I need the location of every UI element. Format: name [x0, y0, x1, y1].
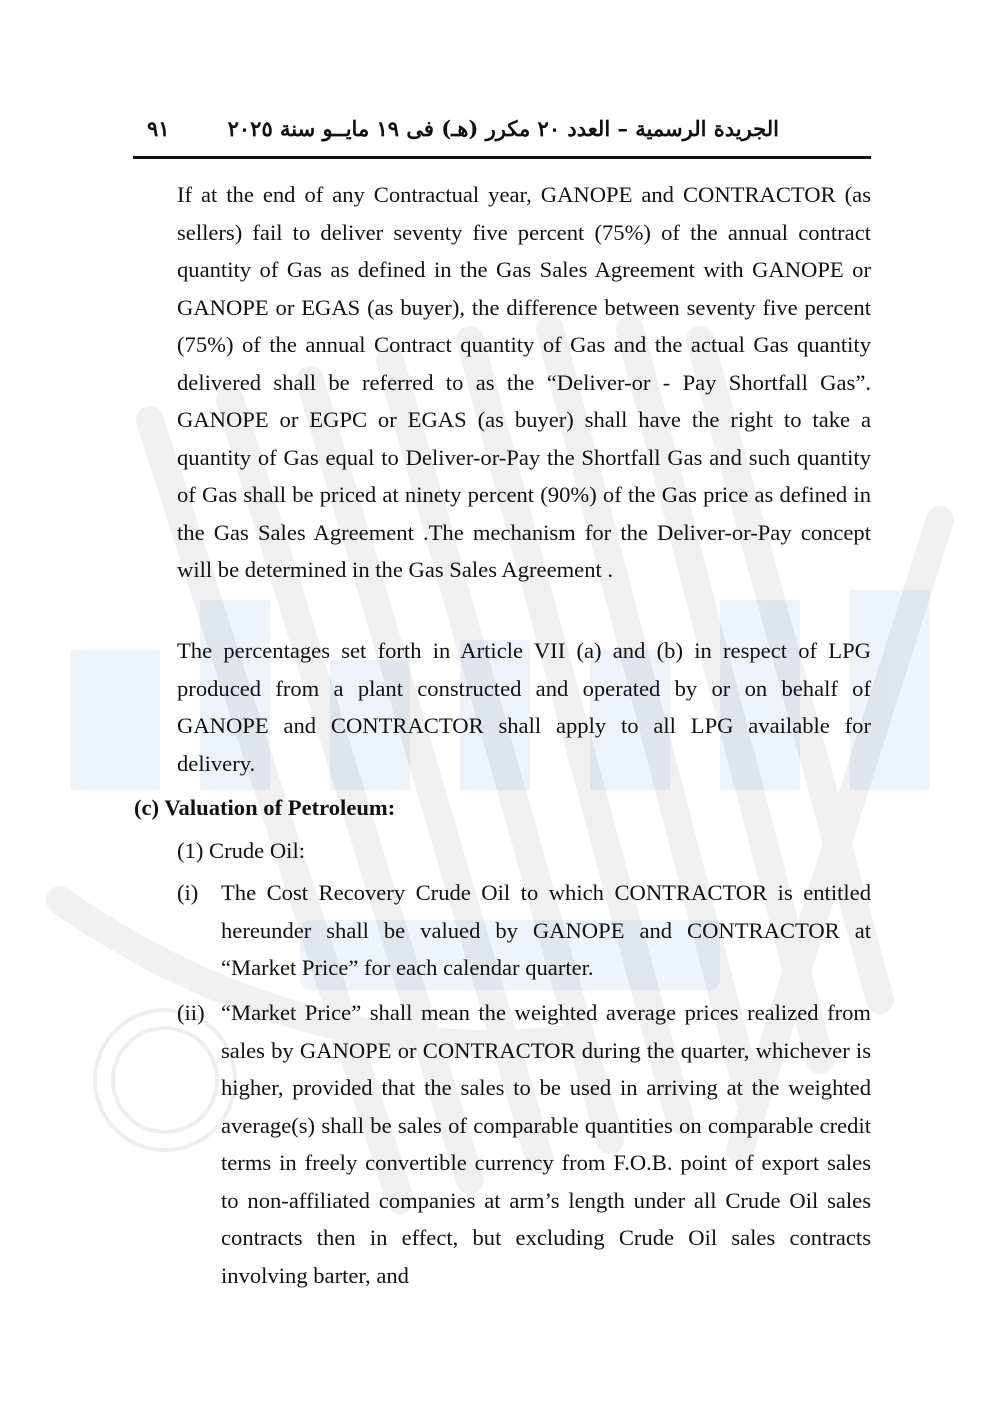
list-item: [177, 994, 871, 1294]
page-header: [133, 112, 871, 152]
list-item-label: (ii): [177, 1000, 205, 1025]
section-subheading: (1) Crude Oil:: [177, 838, 306, 863]
header-divider: [133, 156, 871, 159]
list-item-text: “Market Price” shall mean the weighted average prices realized from sales by GANOPE or CONTRACTOR during the quarter, whichever is higher, provided that the sales to be used in arriving at the weighted average(s) shall be sales of comparable quantities on comparable credit terms in freely convertible currency from F.O.B. point of export sales to non-affiliated companies at arm’s length under all Crude Oil sales contracts then in effect, but excluding Crude Oil sales contracts involving barter, and: [221, 1000, 871, 1288]
paragraph-deliver-or-pay: If at the end of any Contractual year, GANOPE and CONTRACTOR (as sellers) fail to deliver seventy five percent (75%) of the annual contract quantity of Gas as defined in the Gas Sales Agreement with GANOPE or GANOPE or EGAS (as buyer), the difference between seventy five percent (75%) of the annual Contract quantity of Gas and the actual Gas quantity delivered shall be referred to as the “Deliver-or - Pay Shortfall Gas”. GANOPE or EGPC or EGAS (as buyer) shall have the right to take a quantity of Gas equal to Deliver-or-Pay the Shortfall Gas and such quantity of Gas shall be priced at ninety percent (90%) of the Gas price as defined in the Gas Sales Agreement .The mechanism for the Deliver-or-Pay concept will be determined in the Gas Sales Agreement .: [177, 182, 871, 582]
list-item-text: The Cost Recovery Crude Oil to which CONTRACTOR is entitled hereunder shall be valued by GANOPE and CONTRACTOR at “Market Price” for each calendar quarter.: [221, 880, 871, 980]
gazette-title: الجريدة الرسمية – العدد ٢٠ مكرر (هـ) فى ١٩ مايــو سنة ٢٠٢٥: [227, 116, 779, 141]
list-item: [177, 874, 871, 987]
paragraph-lpg-percentages: The percentages set forth in Article VII (a) and (b) in respect of LPG produced from a plant constructed and operated by or on behalf of GANOPE and CONTRACTOR shall apply to all LPG available for delivery.: [177, 638, 871, 776]
section-heading: (c) Valuation of Petroleum:: [134, 795, 396, 820]
page-number: ٩١: [147, 116, 170, 141]
list-item-label: (i): [177, 880, 199, 905]
